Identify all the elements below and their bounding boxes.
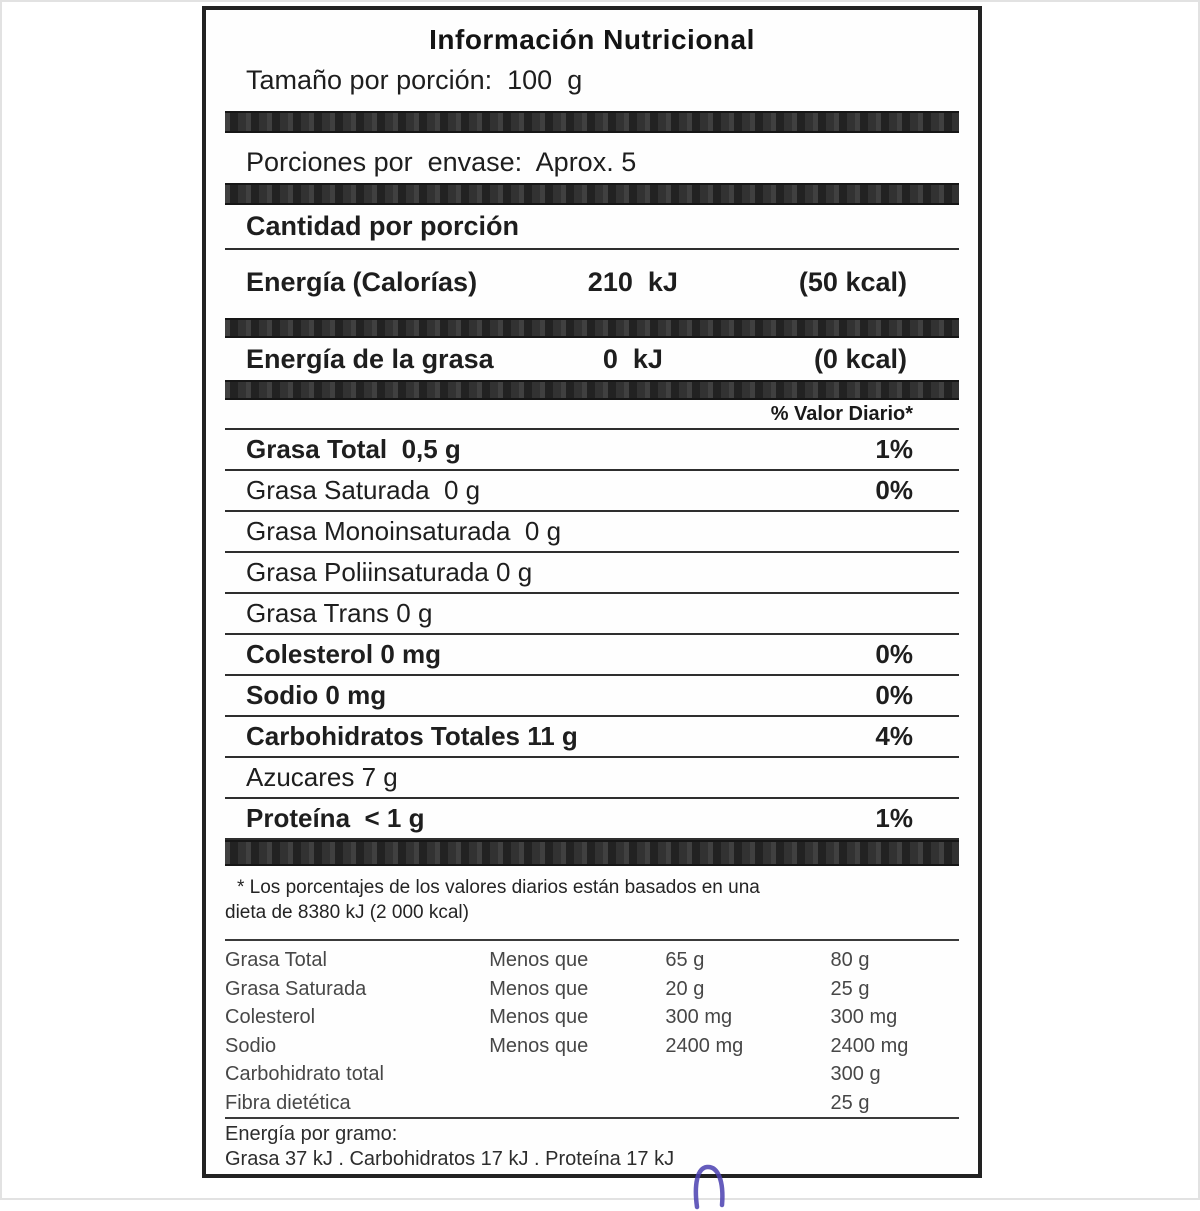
separator-bar (225, 183, 959, 205)
separator-bar (225, 380, 959, 400)
energy-row (225, 262, 959, 302)
energy-from-fat-kcal-value: (0 kcal) (813, 344, 907, 374)
energy-name: Energía (Calorías) (246, 267, 478, 297)
nutrient-row-sodium (225, 676, 959, 717)
nutrient-daily-value: 0% (875, 639, 913, 669)
ref-value-1: 2400 mg (665, 1034, 744, 1057)
label-content (206, 24, 978, 1172)
nutrient-name: Azucares 7 g (246, 762, 398, 792)
ref-value-2: 80 g (830, 949, 870, 971)
nutrient-name: Grasa Trans 0 g (246, 598, 433, 628)
ref-name: Grasa Saturada (225, 977, 367, 1000)
separator-bar (225, 840, 959, 866)
ref-condition: Menos que (489, 949, 589, 971)
separator-bar (225, 318, 959, 338)
nutrient-row-saturated-fat (225, 471, 959, 512)
nutrient-name: Carbohidratos Totales 11 g (246, 721, 578, 751)
nutrient-name: Proteína < 1 g (246, 803, 425, 833)
servings-per-container-line: Porciones por envase: Aprox. 5 (246, 147, 637, 177)
ref-condition: Menos que (489, 1034, 589, 1057)
ref-value-2: 300 mg (830, 1006, 898, 1028)
nutrient-row-total-carbohydrate (225, 717, 959, 758)
reference-values-table (225, 941, 959, 1117)
footnote-line-2: dieta de 8380 kJ (2 000 kcal) (225, 902, 469, 923)
nutrient-row-monounsaturated-fat (225, 512, 959, 553)
nutrient-daily-value: 0% (875, 475, 913, 505)
nutrient-row-total-fat (225, 430, 959, 471)
blue-pen-mark (684, 1155, 736, 1211)
ref-condition (489, 1089, 665, 1118)
ref-name: Fibra dietética (225, 1091, 351, 1114)
nutrient-daily-value: 1% (875, 803, 913, 833)
energy-per-gram-section (225, 1117, 959, 1172)
nutrient-daily-value: 4% (875, 721, 913, 751)
ref-name: Colesterol (225, 1006, 316, 1028)
ref-condition: Menos que (489, 977, 589, 1000)
nutrient-name: Colesterol 0 mg (246, 639, 442, 669)
ref-value-1: 20 g (665, 977, 705, 1000)
nutrient-name: Grasa Total 0,5 g (246, 434, 461, 464)
ref-value-1 (665, 1089, 830, 1118)
energy-kcal-value: (50 kcal) (798, 267, 907, 297)
energy-kj-value: 210 kJ (587, 267, 678, 297)
ref-value-2: 2400 mg (830, 1034, 909, 1057)
daily-value-footnote (225, 875, 959, 925)
amount-per-serving-heading: Cantidad por porción (225, 208, 959, 250)
nutrient-daily-value: 1% (875, 434, 913, 464)
nutrient-name: Grasa Saturada 0 g (246, 475, 481, 505)
energy-from-fat-kj-value: 0 kJ (602, 344, 663, 374)
ref-name: Grasa Total (225, 949, 327, 971)
separator-bar (225, 111, 959, 133)
ref-value-2: 300 g (830, 1063, 881, 1085)
energy-from-fat-row (225, 341, 959, 377)
nutrient-row-cholesterol (225, 635, 959, 676)
ref-value-2: 25 g (830, 1091, 870, 1114)
energy-per-gram-values: Grasa 37 kJ . Carbohidratos 17 kJ . Proteína 17 kJ (225, 1148, 675, 1170)
nutrient-row-polyunsaturated-fat (225, 553, 959, 594)
nutrient-name: Grasa Poliinsaturada 0 g (246, 557, 533, 587)
ref-name: Carbohidrato total (225, 1063, 384, 1085)
nutrition-label (202, 6, 982, 1178)
nutrient-daily-value: 0% (875, 680, 913, 710)
daily-value-header: % Valor Diario* (225, 402, 959, 430)
ref-condition (489, 1060, 665, 1089)
ref-value-2: 25 g (830, 977, 870, 1000)
ref-name: Sodio (225, 1034, 277, 1057)
nutrient-name: Grasa Monoinsaturada 0 g (246, 516, 562, 546)
ref-value-1 (665, 1060, 830, 1089)
energy-from-fat-name: Energía de la grasa (246, 344, 494, 374)
serving-size-line: Tamaño por porción: 100 g (246, 65, 583, 95)
nutrient-row-sugars (225, 758, 959, 799)
nutrient-row-protein (225, 799, 959, 840)
nutrient-row-trans-fat (225, 594, 959, 635)
ref-value-1: 65 g (665, 949, 705, 971)
ref-condition: Menos que (489, 1006, 589, 1028)
energy-per-gram-title: Energía por gramo: (225, 1123, 398, 1145)
label-title: Información Nutricional (429, 24, 755, 55)
footnote-line-1: * Los porcentajes de los valores diarios están basados en una (237, 877, 760, 898)
ref-value-1: 300 mg (665, 1006, 733, 1028)
nutrient-name: Sodio 0 mg (246, 680, 387, 710)
